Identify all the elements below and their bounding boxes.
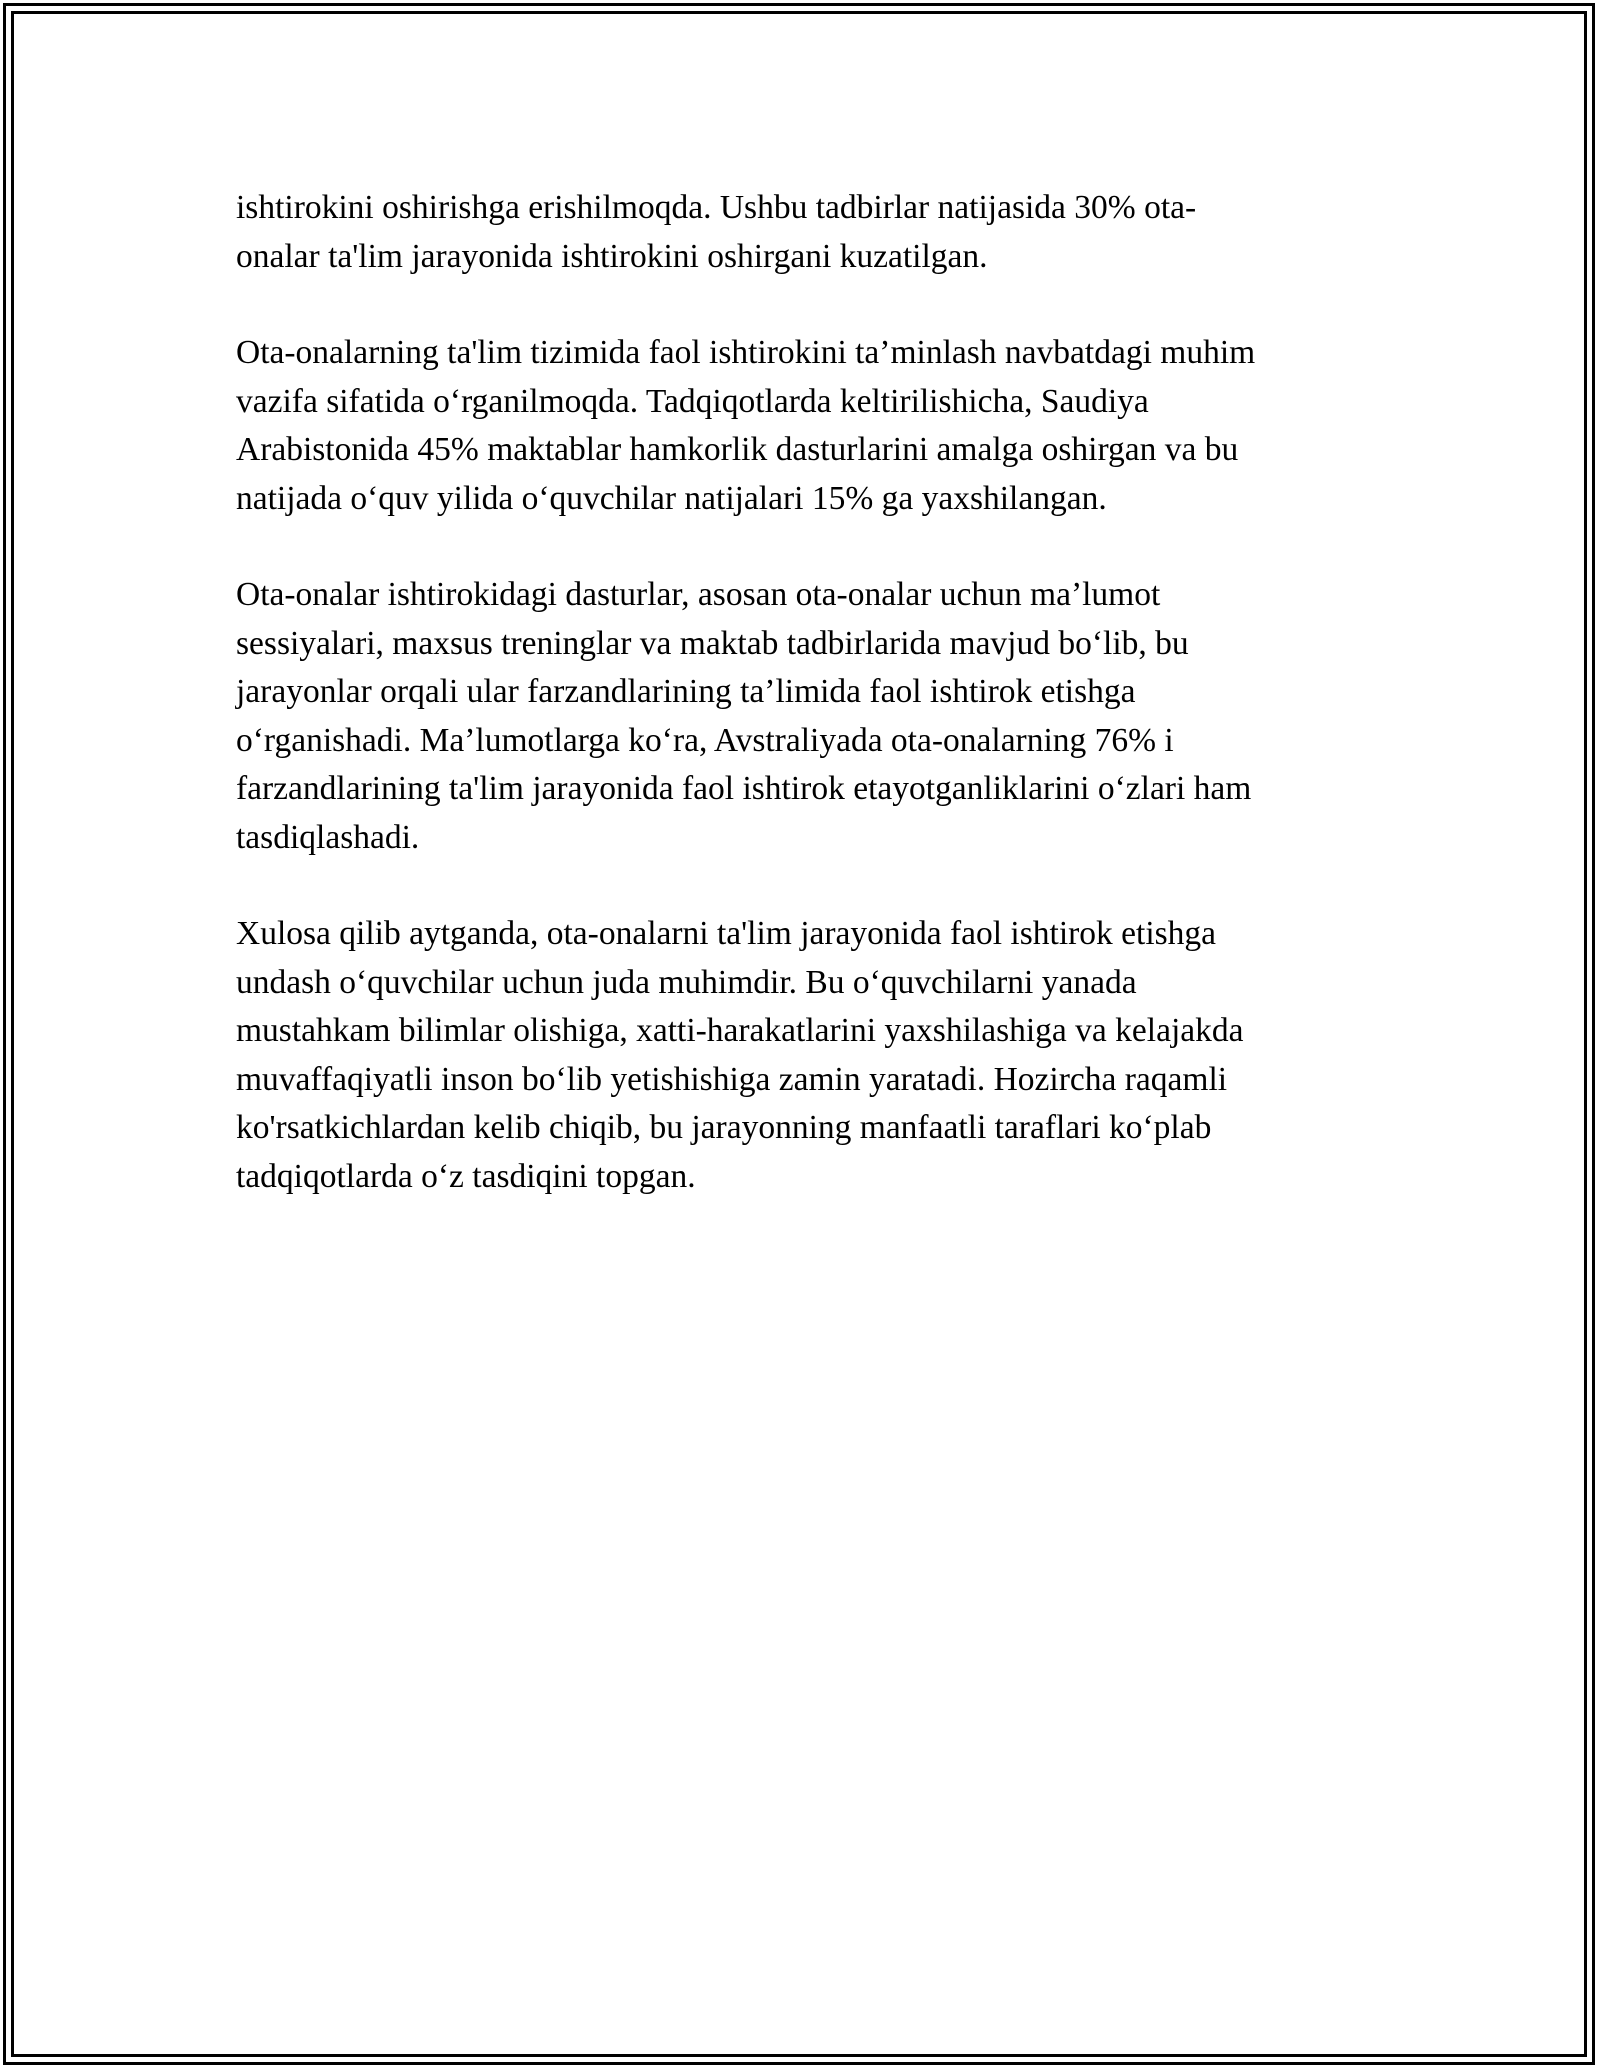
text-line: jarayonlar orqali ular farzandlarining ta’limida faol ishtirok etishga bbox=[236, 673, 1136, 710]
document-body bbox=[236, 184, 1366, 1249]
text-line: farzandlarining ta'lim jarayonida faol ishtirok etayotganliklarini o‘zlari ham bbox=[236, 770, 1252, 807]
text-line: natijada o‘quv yilida o‘quvchilar natijalari 15% ga yaxshilangan. bbox=[236, 479, 1107, 517]
paragraph-4 bbox=[236, 910, 1366, 1201]
text-line: Xulosa qilib aytganda, ota-onalarni ta'lim jarayonida faol ishtirok etishga bbox=[236, 915, 1217, 952]
text-line: sessiyalari, maxsus treninglar va maktab tadbirlarida mavjud bo‘lib, bu bbox=[236, 624, 1189, 662]
paragraph-1 bbox=[236, 184, 1366, 281]
text-line: muvaffaqiyatli inson bo‘lib yetishishiga zamin yaratadi. Hozircha raqamli bbox=[236, 1060, 1228, 1098]
text-line: Arabistonida 45% maktablar hamkorlik dasturlarini amalga oshirgan va bu bbox=[236, 431, 1239, 468]
paragraph-3 bbox=[236, 571, 1366, 862]
text-line: Ota-onalar ishtirokidagi dasturlar, asosan ota-onalar uchun ma’lumot bbox=[236, 576, 1161, 613]
text-line: undash o‘quvchilar uchun juda muhimdir. Bu o‘quvchilarni yanada bbox=[236, 963, 1137, 1001]
text-line: o‘rganishadi. Ma’lumotlarga ko‘ra, Avstraliyada ota-onalarning 76% i bbox=[236, 721, 1174, 759]
text-line: tasdiqlashadi. bbox=[236, 818, 420, 856]
text-line: vazifa sifatida o‘rganilmoqda. Tadqiqotlarda keltirilishicha, Saudiya bbox=[236, 382, 1149, 420]
text-line: mustahkam bilimlar olishiga, xatti-harakatlarini yaxshilashiga va kelajakda bbox=[236, 1012, 1244, 1049]
text-line: ko'rsatkichlardan kelib chiqib, bu jarayonning manfaatli taraflari ko‘plab bbox=[236, 1109, 1212, 1146]
paragraph-2 bbox=[236, 329, 1366, 523]
text-line: onalar ta'lim jarayonida ishtirokini oshirgani kuzatilgan. bbox=[236, 237, 988, 275]
text-line: ishtirokini oshirishga erishilmoqda. Ushbu tadbirlar natijasida 30% ota- bbox=[236, 189, 1197, 226]
text-line: tadqiqotlarda o‘z tasdiqini topgan. bbox=[236, 1157, 696, 1195]
text-line: Ota-onalarning ta'lim tizimida faol ishtirokini ta’minlash navbatdagi muhim bbox=[236, 334, 1256, 371]
